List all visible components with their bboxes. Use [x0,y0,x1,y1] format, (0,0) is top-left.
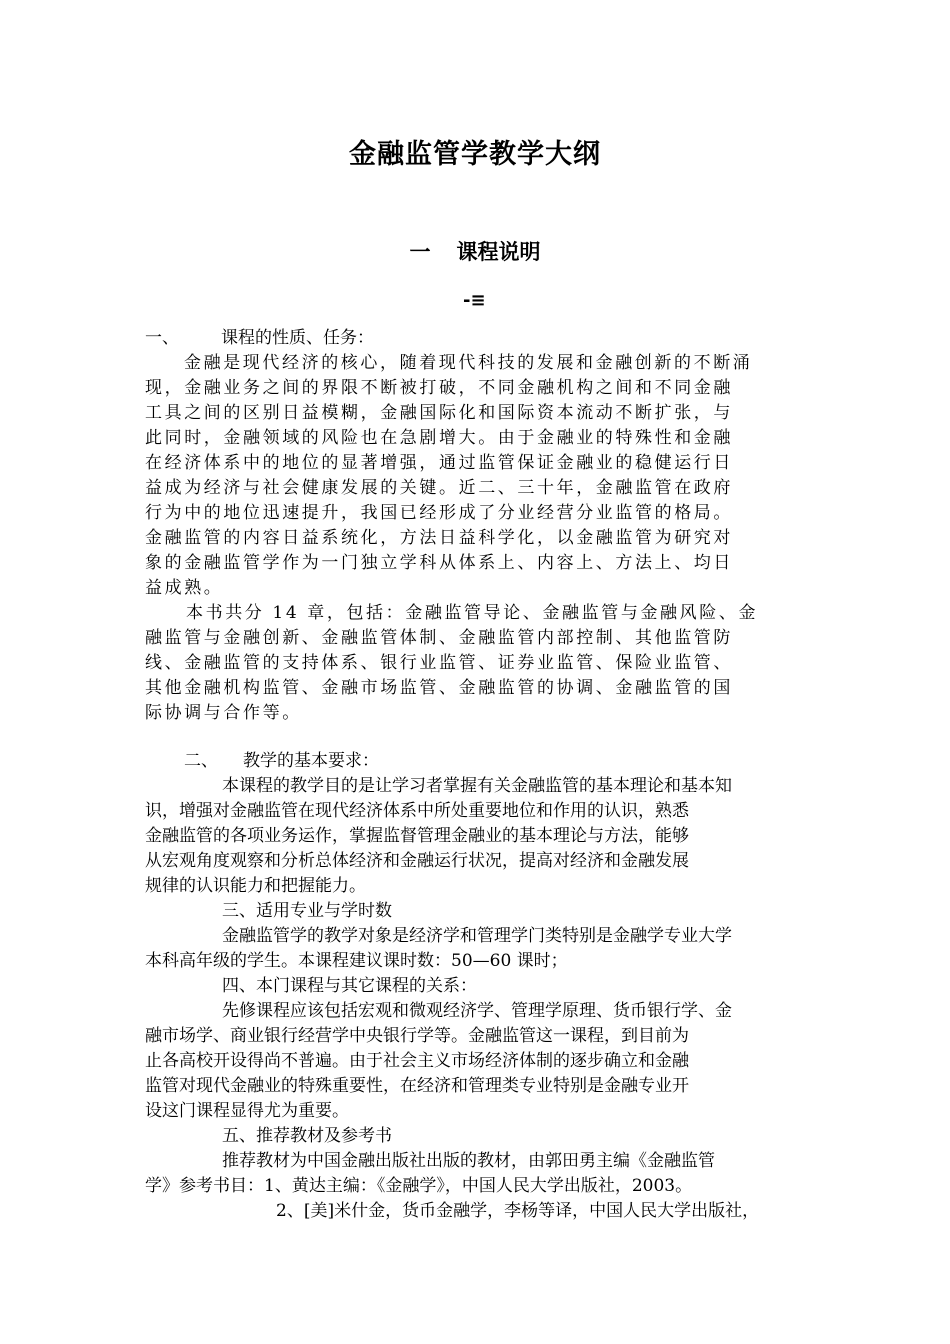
paragraph-3-line: 规律的认识能力和把握能力。 [145,876,366,896]
section-3-title: 三、适用专业与学时数 [222,901,392,921]
section-heading-text: 课程说明 [456,240,541,264]
section-2-heading [184,750,849,772]
paragraph-6-line: 推荐教材为中国金融出版社出版的教材，由郭田勇主编《金融监管 [222,1151,715,1171]
stray-mark: -≡ [463,290,486,311]
paragraph-1-line: 现，金融业务之间的界限不断被打破，不同金融机构之间和不同金融 [145,378,733,398]
section-1-title: 课程的性质、任务： [221,328,374,348]
section-heading [0,236,950,266]
paragraph-2-line: 际协调与合作等。 [145,703,302,723]
paragraph-4-line: 金融监管学的教学对象是经济学和管理学门类特别是金融学专业大学 [222,926,732,946]
paragraph-3-line: 识，增强对金融监管在现代经济体系中所处重要地位和作用的认识，熟悉 [145,801,689,821]
paragraph-1-line: 象的金融监管学作为一门独立学科从体系上、内容上、方法上、均日 [145,553,733,573]
section-2-label: 二、 [184,751,218,771]
paragraph-6-line: 学》参考书目：1、黄达主编：《金融学》，中国人民大学出版社，2003。 [145,1176,693,1196]
paragraph-1-line: 此同时，金融领域的风险也在急剧增大。由于金融业的特殊性和金融 [145,428,733,448]
paragraph-1-line: 行为中的地位迅速提升，我国已经形成了分业经营分业监管的格局。 [145,503,733,523]
paragraph-1-line: 益成为经济与社会健康发展的关键。近二、三十年，金融监管在政府 [145,478,733,498]
section-2-title: 教学的基本要求： [243,751,379,771]
paragraph-2-line: 其他金融机构监管、金融市场监管、金融监管的协调、金融监管的国 [145,678,733,698]
paragraph-1-line: 金融是现代经济的核心，随着现代科技的发展和金融创新的不断涌 [184,353,753,373]
section-1-label: 一、 [145,328,179,348]
paragraph-3-line: 从宏观角度观察和分析总体经济和金融运行状况，提高对经济和金融发展 [145,851,689,871]
paragraph-1-line: 在经济体系中的地位的显著增强，通过监管保证金融业的稳健运行日 [145,453,733,473]
section-4-title: 四、本门课程与其它课程的关系： [222,976,477,996]
paragraph-2-line: 本书共分 14 章，包括：金融监管导论、金融监管与金融风险、金 [186,603,759,623]
paragraph-2-line: 融监管与金融创新、金融监管体制、金融监管内部控制、其他监管防 [145,628,733,648]
paragraph-5-line: 融市场学、商业银行经营学中央银行学等。金融监管这一课程，到目前为 [145,1026,689,1046]
paragraph-1-line: 金融监管的内容日益系统化，方法日益科学化，以金融监管为研究对 [145,528,733,548]
paragraph-3-line: 金融监管的各项业务运作，掌握监督管理金融业的基本理论与方法，能够 [145,826,689,846]
paragraph-5-line: 监管对现代金融业的特殊重要性，在经济和管理类专业特别是金融专业开 [145,1076,689,1096]
paragraph-5-line: 止各高校开设得尚不普遍。由于社会主义市场经济体制的逐步确立和金融 [145,1051,689,1071]
document-title: 金融监管学教学大纲 [349,139,601,170]
paragraph-1-line: 益成熟。 [145,578,224,598]
paragraph-3-line: 本课程的教学目的是让学习者掌握有关金融监管的基本理论和基本知 [222,776,732,796]
paragraph-4-line: 本科高年级的学生。本课程建议课时数：50—60 课时； [145,951,568,971]
paragraph-5-line: 设这门课程显得尤为重要。 [145,1101,349,1121]
paragraph-6-line: 2、[美]米什金，货币金融学，李杨等译，中国人民大学出版社， [276,1201,760,1221]
section-5-title: 五、推荐教材及参考书 [222,1126,392,1146]
paragraph-1-line: 工具之间的区别日益模糊，金融国际化和国际资本流动不断扩张，与 [145,403,733,423]
paragraph-5-line: 先修课程应该包括宏观和微观经济学、管理学原理、货币银行学、金 [222,1001,732,1021]
section-1-heading [145,327,810,349]
section-heading-number: 一 [409,240,431,264]
paragraph-2-line: 线、金融监管的支持体系、银行业监管、证券业监管、保险业监管、 [145,653,733,673]
